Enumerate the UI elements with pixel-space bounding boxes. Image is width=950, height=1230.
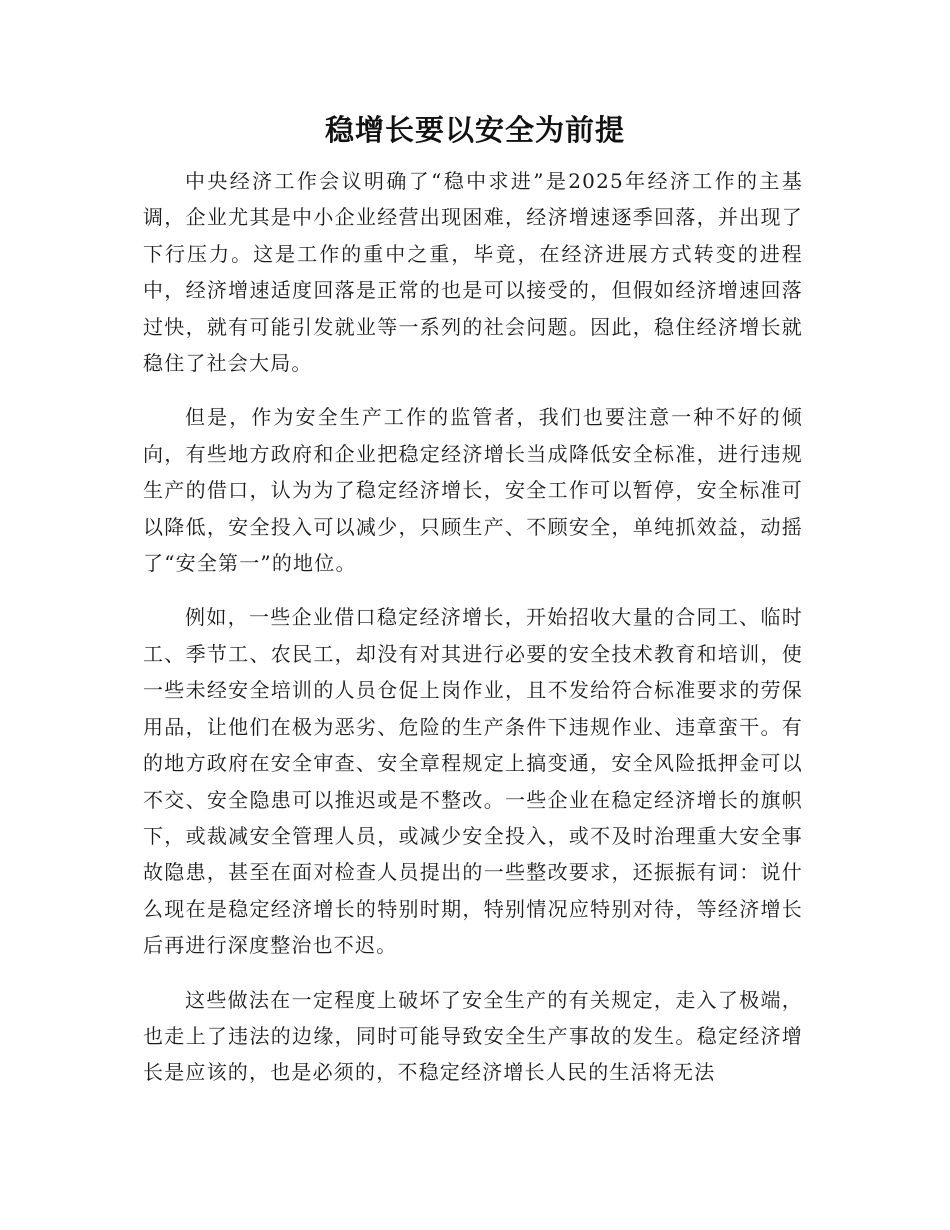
document-body	[143, 163, 803, 1109]
paragraph-3: 例如，一些企业借口稳定经济增长，开始招收大量的合同工、临时工、季节工、农民工，却没有对其进行必要的安全技术教育和培训，使一些未经安全培训的人员仓促上岗作业，且不发给符合标准要求的劳保用品，让他们在极为恶劣、危险的生产条件下违规作业、违章蛮干。有的地方政府在安全审查、安全章程规定上搞变通，安全风险抵押金可以不交、安全隐患可以推迟或是不整改。一些企业在稳定经济增长的旗帜下，或裁减安全管理人员，或减少安全投入，或不及时治理重大安全事故隐患，甚至在面对检查人员提出的一些整改要求，还振振有词：说什么现在是稳定经济增长的特别时期，特别情况应特别对待，等经济增长后再进行深度整治也不迟。	[143, 605, 803, 958]
paragraph-4: 这些做法在一定程度上破坏了安全生产的有关规定，走入了极端，也走上了违法的边缘，同时可能导致安全生产事故的发生。稳定经济增长是应该的，也是必须的，不稳定经济增长人民的生活将无法	[143, 987, 803, 1085]
document-title: 稳增长要以安全为前提	[324, 113, 625, 147]
paragraph-1: 中央经济工作会议明确了“稳中求进”是2025年经济工作的主基调，企业尤其是中小企业经营出现困难，经济增速逐季回落，并出现了下行压力。这是工作的重中之重，毕竟，在经济进展方式转变的进程中，经济增速适度回落是正常的也是可以接受的，但假如经济增速回落过快，就有可能引发就业等一系列的社会问题。因此，稳住经济增长就稳住了社会大局。	[143, 169, 803, 376]
paragraph-2: 但是，作为安全生产工作的监管者，我们也要注意一种不好的倾向，有些地方政府和企业把稳定经济增长当成降低安全标准，进行违规生产的借口，认为为了稳定经济增长，安全工作可以暂停，安全标准可以降低，安全投入可以减少，只顾生产、不顾安全，单纯抓效益，动摇了“安全第一”的地位。	[143, 405, 803, 576]
